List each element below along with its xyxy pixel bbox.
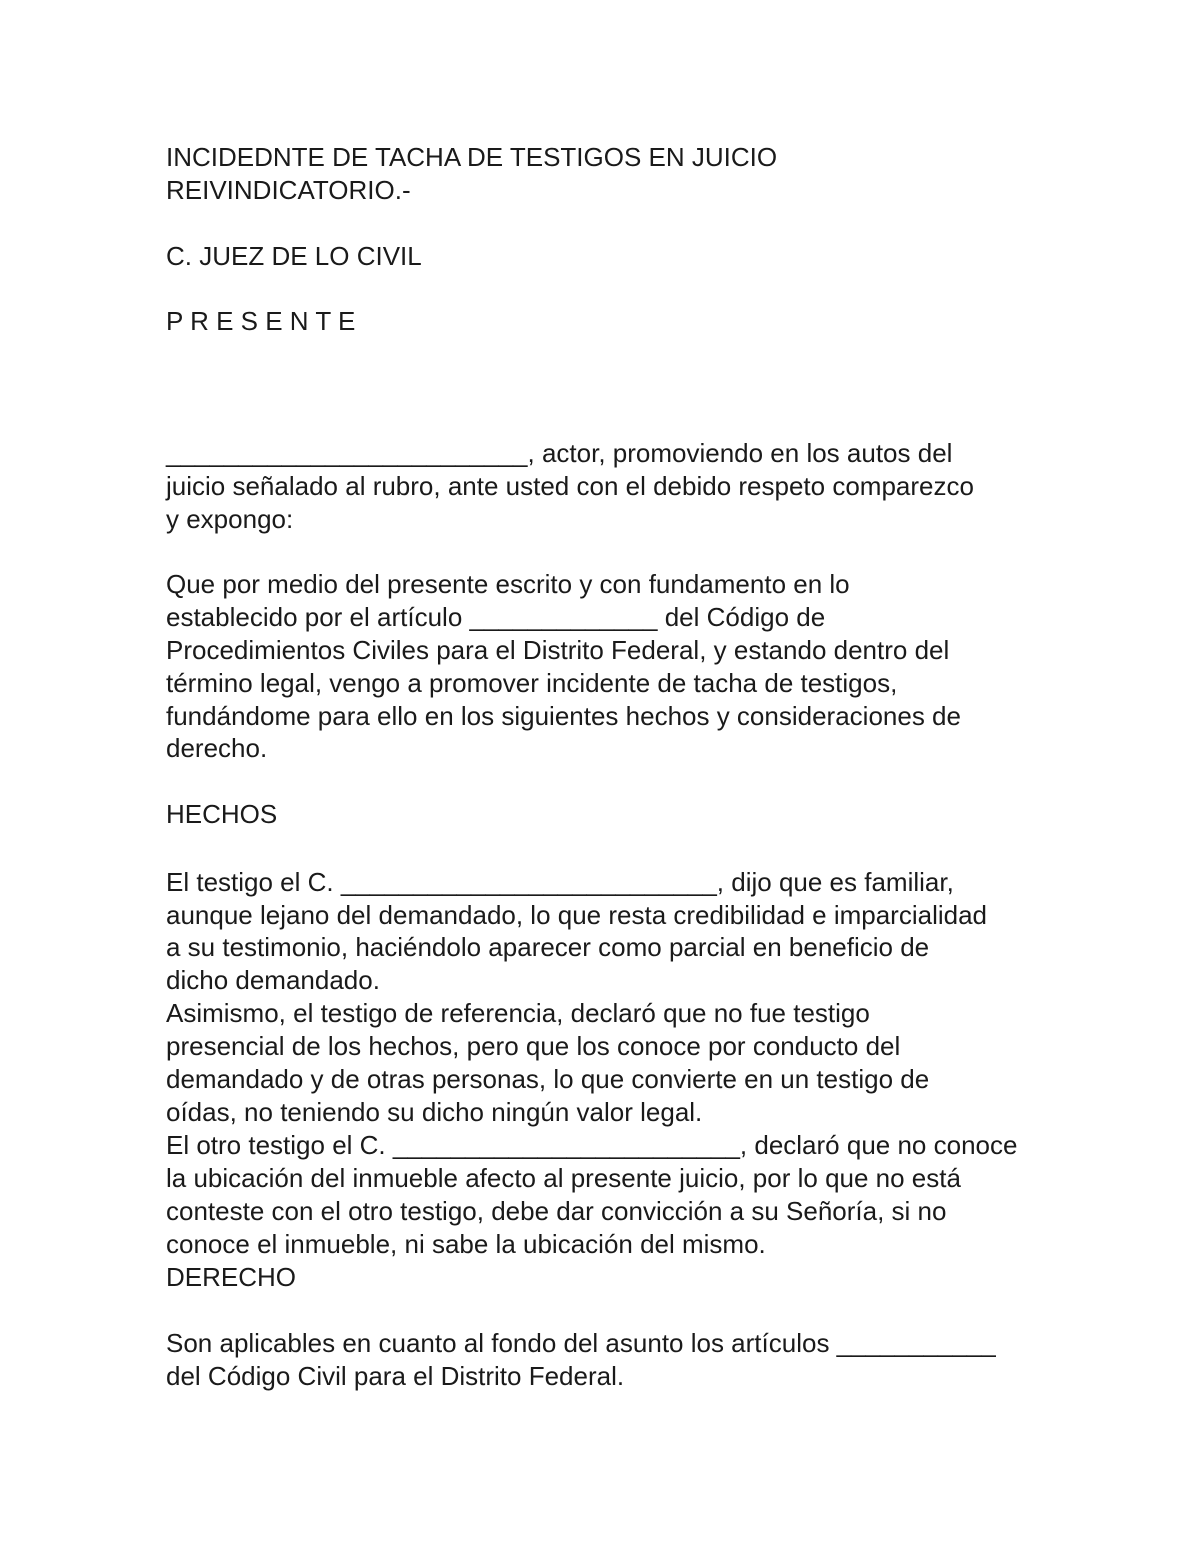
hechos-line: la ubicación del inmueble afecto al presente juicio, por lo que no está [166, 1163, 961, 1193]
hechos-line: El otro testigo el C. ________________________, declaró que no conoce [166, 1130, 1018, 1160]
body-line: Que por medio del presente escrito y con fundamento en lo [166, 569, 850, 599]
intro-line: _________________________, actor, promoviendo en los autos del [166, 438, 953, 468]
hechos-line: aunque lejano del demandado, lo que resta credibilidad e imparcialidad [166, 900, 988, 930]
derecho-line: Son aplicables en cuanto al fondo del asunto los artículos ___________ [166, 1328, 996, 1358]
addressee: C. JUEZ DE LO CIVIL [166, 241, 422, 271]
body-line: Procedimientos Civiles para el Distrito Federal, y estando dentro del [166, 635, 950, 665]
presente-heading: P R E S E N T E [166, 306, 356, 336]
hechos-line: Asimismo, el testigo de referencia, declaró que no fue testigo [166, 998, 870, 1028]
hechos-line: dicho demandado. [166, 965, 380, 995]
body-line: fundándome para ello en los siguientes hechos y consideraciones de [166, 701, 961, 731]
intro-line: juicio señalado al rubro, ante usted con el debido respeto comparezco [166, 471, 974, 501]
document-title: INCIDEDNTE DE TACHA DE TESTIGOS EN JUICIO [166, 142, 778, 172]
intro-line: y expongo: [166, 504, 294, 534]
hechos-line: a su testimonio, haciéndolo aparecer como parcial en beneficio de [166, 932, 930, 962]
derecho-heading: DERECHO [166, 1262, 297, 1292]
hechos-heading: HECHOS [166, 799, 278, 829]
body-line: término legal, vengo a promover incidente de tacha de testigos, [166, 668, 898, 698]
body-line: establecido por el artículo _____________ del Código de [166, 602, 826, 632]
hechos-line: conteste con el otro testigo, debe dar convicción a su Señoría, si no [166, 1196, 947, 1226]
hechos-line: presencial de los hechos, pero que los conoce por conducto del [166, 1031, 901, 1061]
document-title-continued: REIVINDICATORIO.- [166, 175, 411, 205]
hechos-line: El testigo el C. __________________________, dijo que es familiar, [166, 867, 954, 897]
body-line: derecho. [166, 733, 268, 763]
hechos-line: demandado y de otras personas, lo que convierte en un testigo de [166, 1064, 930, 1094]
hechos-line: conoce el inmueble, ni sabe la ubicación del mismo. [166, 1229, 766, 1259]
hechos-line: oídas, no teniendo su dicho ningún valor legal. [166, 1097, 703, 1127]
derecho-line: del Código Civil para el Distrito Federal. [166, 1361, 625, 1391]
